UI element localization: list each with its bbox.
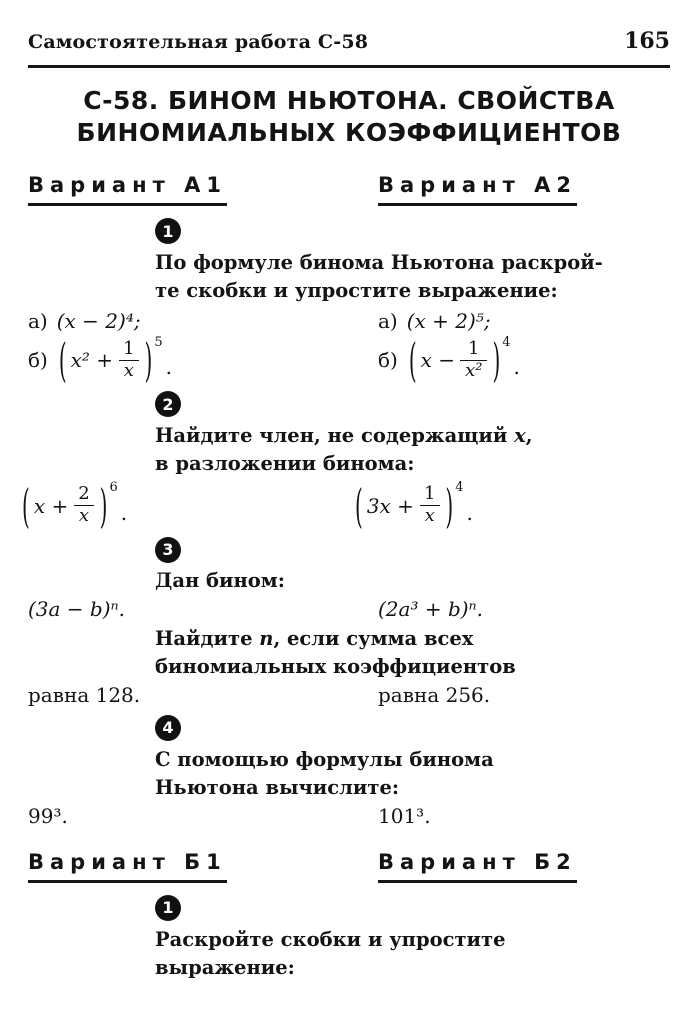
exponent: 4 bbox=[455, 480, 464, 496]
task-1-instruction-line2: те скобки и упростите выражение: bbox=[155, 279, 558, 302]
fraction: $\frac{1}{\text{x²}}$ bbox=[460, 339, 487, 381]
math-variable-n: n bbox=[259, 626, 274, 650]
task-2-instruction-line2: в разложении бинома: bbox=[155, 452, 415, 476]
formula-b2-101-cubed: 101³. bbox=[378, 803, 431, 828]
task-4-left bbox=[28, 804, 378, 828]
task-3-number-badge: 3 bbox=[155, 537, 181, 563]
fraction: $\frac{1}{x}$ bbox=[419, 484, 440, 526]
task-1a-right bbox=[378, 309, 670, 333]
variant-b1-column bbox=[28, 850, 378, 883]
formula-a2-2a3-plus-b-pow-n: (2a³ + b)ⁿ. bbox=[378, 596, 484, 621]
task-1a-left bbox=[28, 309, 378, 333]
right-paren: ) bbox=[144, 332, 153, 388]
task-4-formula-row bbox=[28, 804, 670, 828]
task-4-right bbox=[378, 804, 670, 828]
variant-b-task-1 bbox=[155, 895, 670, 982]
task-4-instruction-line2: Ньютона вычислите: bbox=[155, 775, 400, 799]
task-2-number-badge: 2 bbox=[155, 391, 181, 417]
variant-b-task-1-number-badge: 1 bbox=[155, 895, 181, 921]
task-3 bbox=[155, 537, 670, 595]
left-paren: ( bbox=[355, 477, 363, 534]
right-paren: ) bbox=[99, 477, 108, 534]
formula-a2-3x-plus-1-over-x-pow4: ( 3x + $\frac{1}{x}$ ) 4 . bbox=[355, 477, 473, 534]
right-paren: ) bbox=[445, 477, 454, 534]
running-head bbox=[28, 28, 670, 54]
left-paren: ( bbox=[58, 332, 67, 388]
answer-sum-256: равна 256. bbox=[378, 682, 491, 707]
formula-a1-3a-minus-b-pow-n: (3a − b)ⁿ. bbox=[28, 596, 125, 621]
task-3-answers-row bbox=[28, 683, 670, 707]
task-1 bbox=[155, 218, 670, 305]
task-3-left bbox=[28, 597, 378, 621]
task-4-instruction bbox=[155, 746, 670, 802]
variant-b-task-1-line1: Раскройте скобки и упростите bbox=[155, 927, 506, 951]
fraction: $\frac{2}{x}$ bbox=[73, 484, 94, 526]
task-3-formula-row bbox=[28, 597, 670, 621]
variant-a2-column bbox=[378, 173, 670, 206]
formula-a2-fraction: б) ( x − $\frac{1}{\text{x²}}$ ) 4 . bbox=[378, 332, 520, 388]
task-3-continued bbox=[155, 625, 670, 681]
fraction: $\frac{1}{x}$ bbox=[118, 339, 139, 381]
variant-a-heading-row bbox=[28, 173, 670, 206]
task-4-number-badge: 4 bbox=[155, 715, 181, 741]
section-title-line2: БИНОМИАЛЬНЫХ КОЭФФИЦИЕНТОВ bbox=[76, 118, 622, 147]
task-3-right bbox=[378, 597, 670, 621]
exponent: 5 bbox=[154, 335, 163, 350]
task-1-number-badge: 1 bbox=[155, 218, 181, 244]
math-variable-x: x bbox=[514, 424, 526, 448]
task-2-right bbox=[355, 477, 670, 534]
task-1b-left bbox=[28, 332, 378, 388]
task-2-left bbox=[22, 477, 378, 534]
section-title-line1: С-58. БИНОМ НЬЮТОНА. СВОЙСТВА bbox=[83, 86, 615, 115]
header-rule bbox=[28, 65, 670, 68]
variant-b2-column bbox=[378, 850, 670, 883]
right-paren: ) bbox=[492, 332, 501, 388]
variant-b-heading-row bbox=[28, 850, 670, 883]
task-1-instruction bbox=[155, 249, 670, 305]
page-number: 165 bbox=[624, 28, 670, 54]
left-paren: ( bbox=[408, 332, 417, 388]
task-1a-formula-row bbox=[28, 309, 670, 333]
variant-a1-column bbox=[28, 173, 378, 206]
task-3-instruction bbox=[155, 625, 670, 681]
task-2 bbox=[155, 391, 670, 478]
task-2-instruction bbox=[155, 422, 670, 478]
variant-a1-heading: Вариант А1 bbox=[28, 173, 227, 206]
exponent: 6 bbox=[109, 480, 118, 496]
task-3-answer-left bbox=[28, 683, 378, 707]
task-3-instruction-line2: биномиальных коэффициентов bbox=[155, 654, 516, 678]
task-3-instruction-line1: Найдите n, если сумма всех bbox=[155, 626, 474, 650]
variant-b-task-1-line2: выражение: bbox=[155, 955, 295, 979]
task-3-intro: Дан бином: bbox=[155, 568, 285, 592]
formula-a1-fraction: б) ( x² + $\frac{1}{x}$ ) 5 . bbox=[28, 332, 172, 388]
task-3-answer-right bbox=[378, 683, 670, 707]
section-title bbox=[28, 85, 670, 149]
task-4 bbox=[155, 715, 670, 802]
formula-a2-x-plus-2-pow5: а) (x + 2)⁵; bbox=[378, 309, 491, 333]
answer-sum-128: равна 128. bbox=[28, 682, 141, 707]
variant-b1-heading: Вариант Б1 bbox=[28, 850, 227, 883]
exponent: 4 bbox=[502, 335, 511, 350]
task-1-instruction-line1: По формуле бинома Ньютона раскрой- bbox=[155, 251, 603, 274]
variant-b-task-1-instruction bbox=[155, 926, 670, 982]
running-title: Самостоятельная работа С-58 bbox=[28, 31, 369, 53]
task-1b-formula-row bbox=[28, 332, 670, 388]
left-paren: ( bbox=[22, 477, 30, 534]
formula-b1-99-cubed: 99³. bbox=[28, 803, 68, 828]
task-2-instruction-line1: Найдите член, не содержащий x, bbox=[155, 424, 533, 448]
formula-a1-x-plus-2-over-x-pow6: ( x + $\frac{2}{x}$ ) 6 . bbox=[22, 477, 128, 534]
task-1b-right bbox=[378, 332, 670, 388]
variant-a2-heading: Вариант А2 bbox=[378, 173, 577, 206]
task-4-instruction-line1: С помощью формулы бинома bbox=[155, 747, 494, 771]
formula-a1-x-minus-2-pow4: а) (x − 2)⁴; bbox=[28, 309, 141, 333]
task-2-formula-row bbox=[22, 477, 670, 534]
variant-b2-heading: Вариант Б2 bbox=[378, 850, 577, 883]
